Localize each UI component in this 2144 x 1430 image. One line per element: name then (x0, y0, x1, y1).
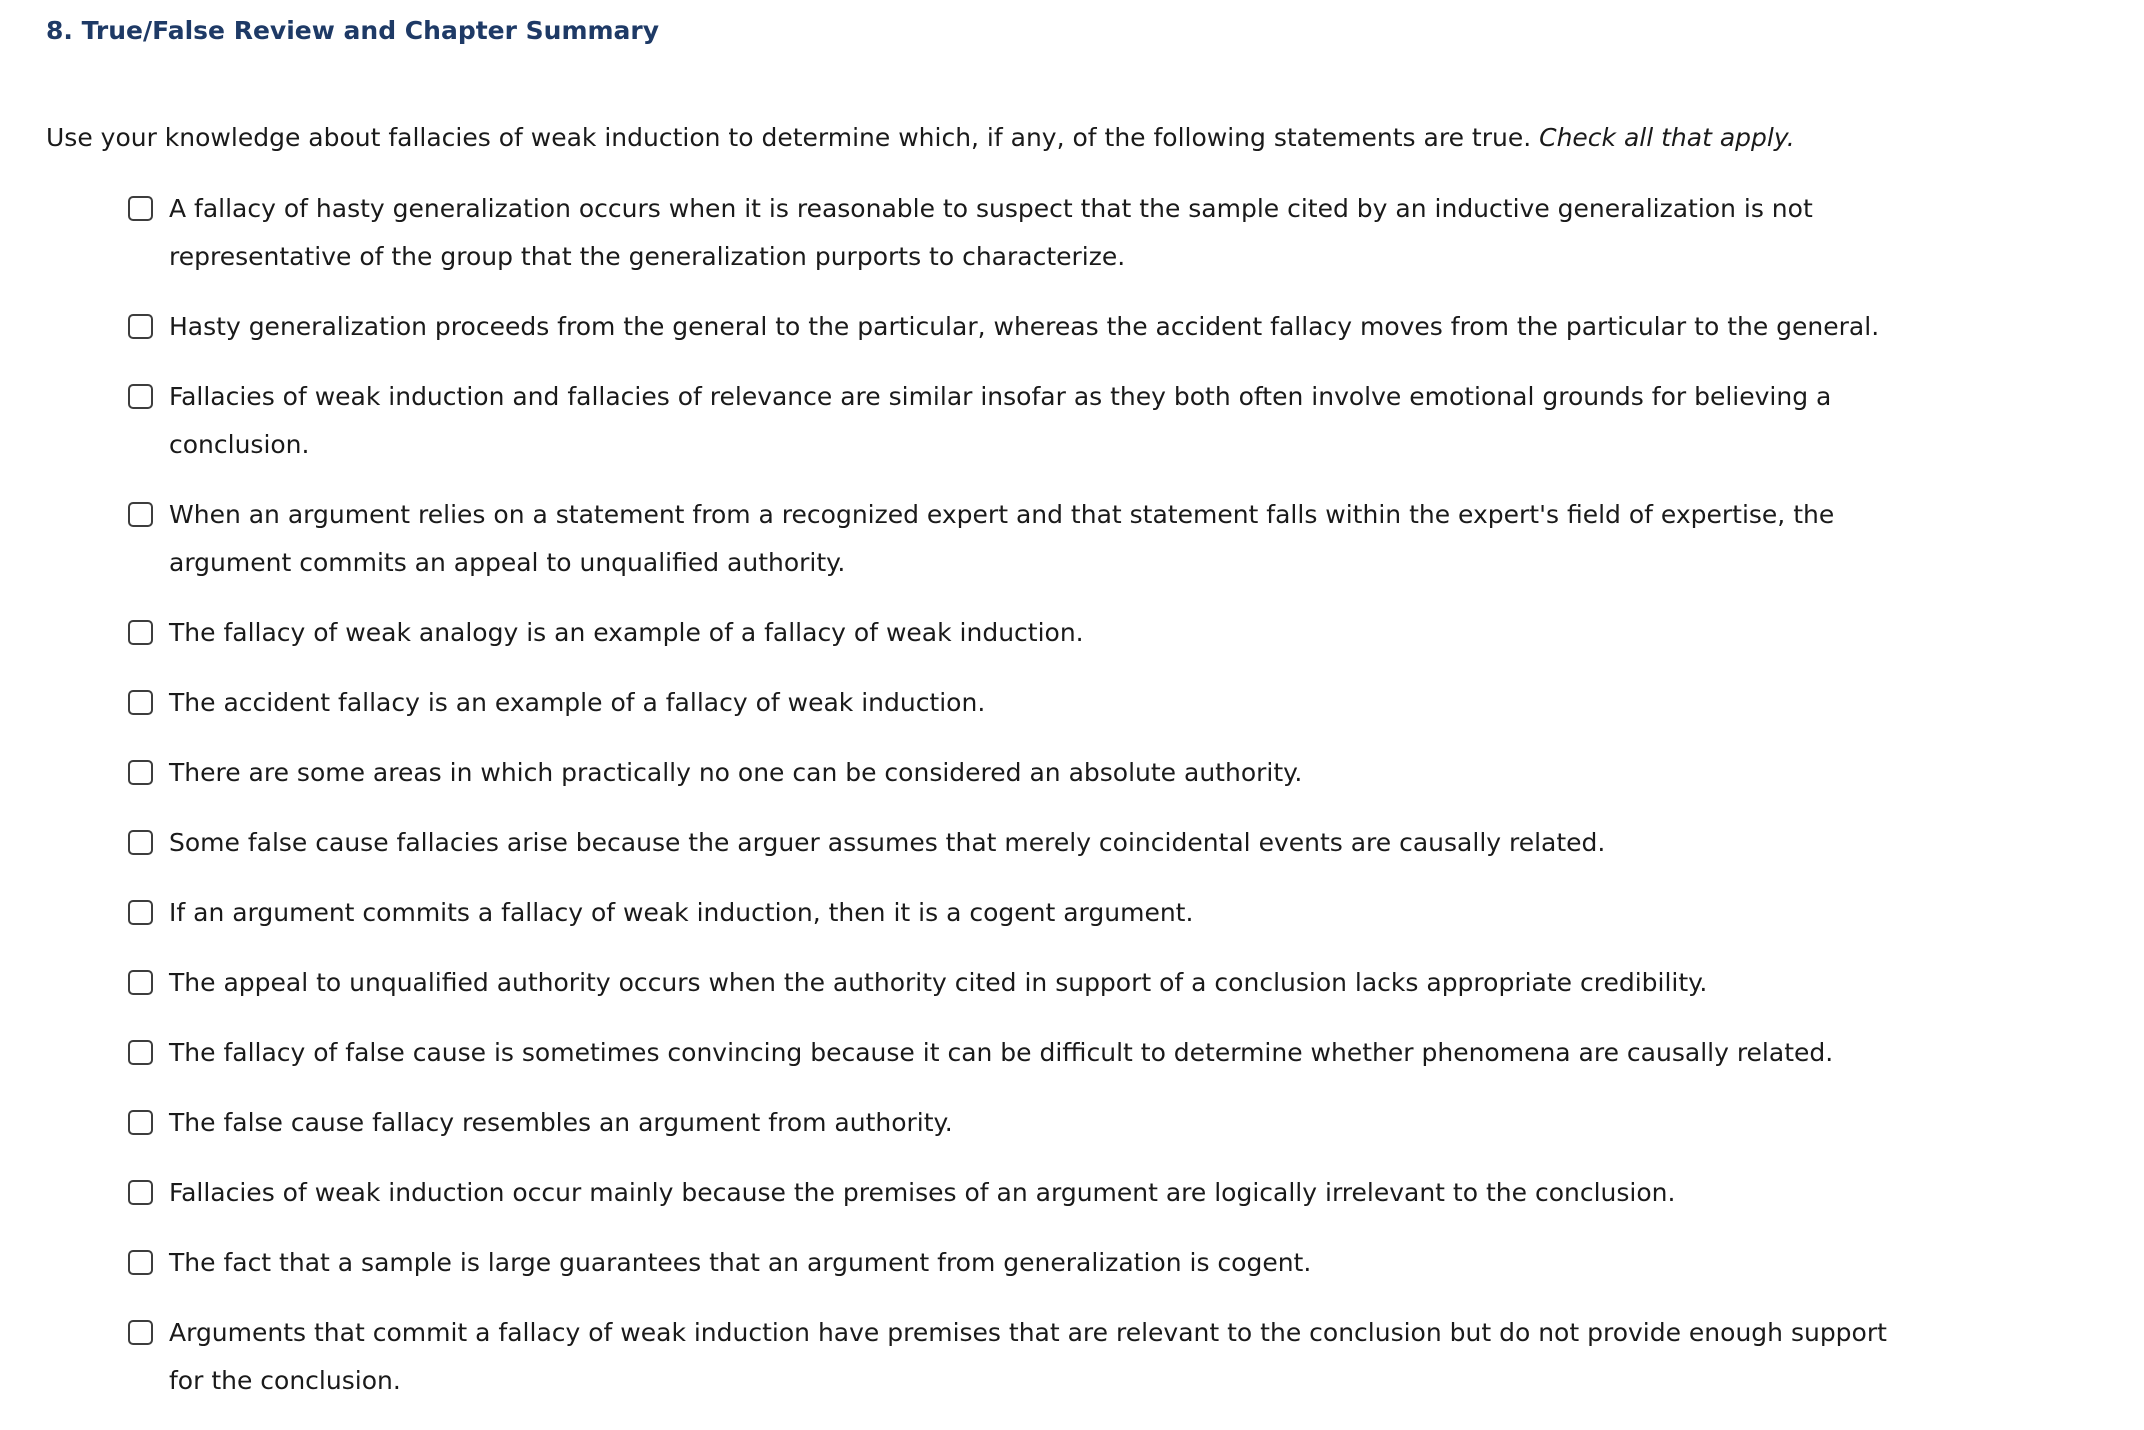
checkbox[interactable] (128, 1320, 153, 1345)
checkbox[interactable] (128, 384, 153, 409)
checkbox[interactable] (128, 970, 153, 995)
answer-option-label[interactable]: The accident fallacy is an example of a fallacy of weak induction. (169, 688, 986, 717)
checkbox[interactable] (128, 196, 153, 221)
checkbox[interactable] (128, 1040, 153, 1065)
answer-option[interactable] (128, 373, 1928, 469)
answer-option-label[interactable]: The fallacy of weak analogy is an example of a fallacy of weak induction. (169, 618, 1084, 647)
question-instructions (46, 121, 2098, 155)
answer-option[interactable] (128, 1029, 1928, 1077)
answer-option-label[interactable]: Fallacies of weak induction and fallacies of relevance are similar insofar as they both often involve emotional grounds for believing a conclusion. (169, 382, 1832, 459)
answer-option-label[interactable]: A fallacy of hasty generalization occurs when it is reasonable to suspect that the sample cited by an inductive generalization is not representative of the group that the generalization purports to characterize. (169, 194, 1813, 271)
answer-option-label[interactable]: If an argument commits a fallacy of weak induction, then it is a cogent argument. (169, 898, 1194, 927)
answer-option[interactable] (128, 1239, 1928, 1287)
answer-option[interactable] (128, 889, 1928, 937)
instructions-emphasis: Check all that apply. (1539, 123, 1795, 152)
checkbox[interactable] (128, 900, 153, 925)
checkbox[interactable] (128, 1110, 153, 1135)
answer-option-label[interactable]: Arguments that commit a fallacy of weak induction have premises that are relevant to the conclusion but do not provide enough support for the conclusion. (169, 1318, 1887, 1395)
answer-option-label[interactable]: The fact that a sample is large guarantees that an argument from generalization is cogent. (169, 1248, 1312, 1277)
answer-options-list (46, 185, 1928, 1405)
checkbox[interactable] (128, 620, 153, 645)
answer-option-label[interactable]: Fallacies of weak induction occur mainly because the premises of an argument are logically irrelevant to the conclusion. (169, 1178, 1676, 1207)
answer-option[interactable] (128, 185, 1928, 281)
answer-option[interactable] (128, 1309, 1928, 1405)
answer-option-label[interactable]: The appeal to unqualified authority occurs when the authority cited in support of a conclusion lacks appropriate credibility. (169, 968, 1708, 997)
answer-option[interactable] (128, 609, 1928, 657)
answer-option[interactable] (128, 749, 1928, 797)
answer-option-label[interactable]: When an argument relies on a statement from a recognized expert and that statement falls within the expert's field of expertise, the argument commits an appeal to unqualified authority. (169, 500, 1835, 577)
checkbox[interactable] (128, 502, 153, 527)
answer-option[interactable] (128, 819, 1928, 867)
checkbox[interactable] (128, 830, 153, 855)
answer-option-label[interactable]: The fallacy of false cause is sometimes convincing because it can be difficult to determine whether phenomena are causally related. (169, 1038, 1834, 1067)
checkbox[interactable] (128, 1180, 153, 1205)
answer-option[interactable] (128, 1169, 1928, 1217)
answer-option[interactable] (128, 303, 1928, 351)
answer-option[interactable] (128, 491, 1928, 587)
checkbox[interactable] (128, 760, 153, 785)
checkbox[interactable] (128, 1250, 153, 1275)
checkbox[interactable] (128, 690, 153, 715)
answer-option-label[interactable]: The false cause fallacy resembles an argument from authority. (169, 1108, 953, 1137)
answer-option-label[interactable]: Some false cause fallacies arise because the arguer assumes that merely coincidental events are causally related. (169, 828, 1606, 857)
answer-option[interactable] (128, 1099, 1928, 1147)
checkbox[interactable] (128, 314, 153, 339)
answer-option-label[interactable]: Hasty generalization proceeds from the general to the particular, whereas the accident fallacy moves from the particular to the general. (169, 312, 1880, 341)
answer-option[interactable] (128, 959, 1928, 1007)
instructions-text: Use your knowledge about fallacies of weak induction to determine which, if any, of the following statements are true. (46, 123, 1532, 152)
answer-option[interactable] (128, 679, 1928, 727)
question-title: 8. True/False Review and Chapter Summary (46, 16, 660, 45)
answer-option-label[interactable]: There are some areas in which practically no one can be considered an absolute authority. (169, 758, 1303, 787)
